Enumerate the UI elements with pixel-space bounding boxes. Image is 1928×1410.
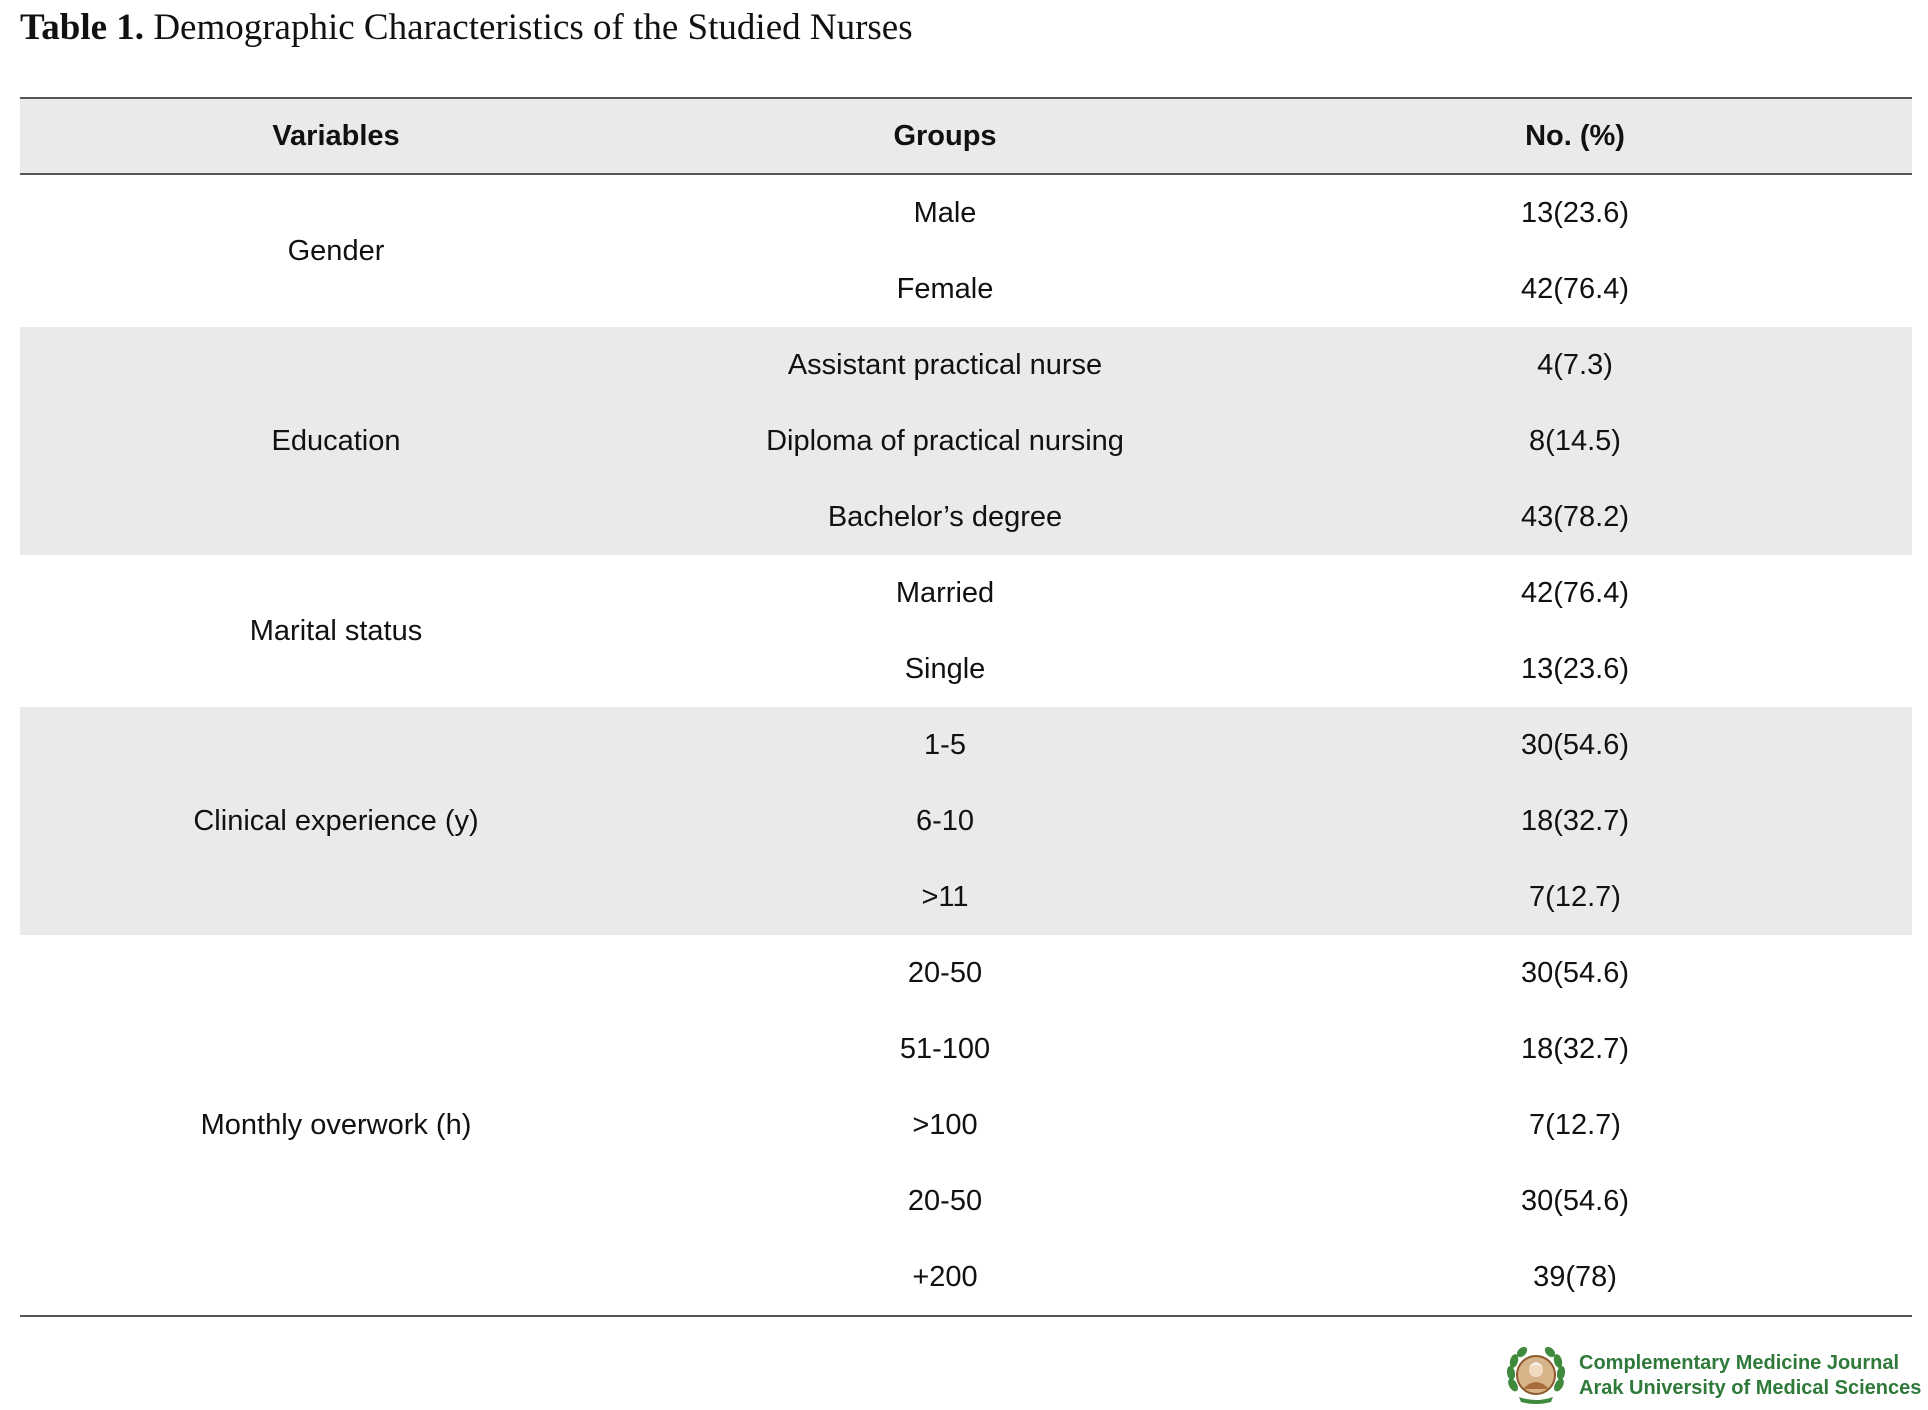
journal-emblem-icon bbox=[1503, 1345, 1569, 1405]
value-cell: 30(54.6) bbox=[1520, 1184, 1629, 1217]
journal-publisher: Arak University of Medical Sciences bbox=[1579, 1377, 1922, 1399]
group-cell: >11 bbox=[921, 880, 969, 913]
group-cell: Assistant practical nurse bbox=[787, 348, 1103, 381]
value-cell: 18(32.7) bbox=[1520, 804, 1629, 837]
value-cell: 39(78) bbox=[1238, 1239, 1912, 1316]
demographics-table bbox=[20, 97, 1912, 1317]
group-cell: 1-5 bbox=[924, 728, 966, 761]
header-groups: Groups bbox=[652, 98, 1238, 174]
group-cell: Female bbox=[896, 272, 994, 305]
value-cell: 13(23.6) bbox=[1520, 652, 1629, 685]
group-cell: Bachelor’s degree bbox=[827, 500, 1063, 533]
group-cell: 6-10 bbox=[915, 804, 975, 837]
group-cell: >100 bbox=[912, 1108, 978, 1141]
table-row bbox=[20, 935, 1912, 1011]
table-row bbox=[20, 555, 1912, 631]
caption-title: Demographic Characteristics of the Studied Nurses bbox=[153, 7, 913, 48]
group-cell: Male bbox=[913, 196, 977, 229]
variable-cell: Education bbox=[271, 424, 401, 457]
table-row bbox=[20, 707, 1912, 783]
table-row bbox=[20, 174, 1912, 251]
value-cell: 30(54.6) bbox=[1520, 956, 1629, 989]
group-cell: +200 bbox=[652, 1239, 1238, 1316]
group-cell: Married bbox=[895, 576, 995, 609]
table-header-row bbox=[20, 98, 1912, 174]
table-caption bbox=[20, 4, 913, 52]
value-cell: 43(78.2) bbox=[1520, 500, 1629, 533]
journal-logo-text bbox=[1579, 1351, 1921, 1401]
value-cell: 7(12.7) bbox=[1529, 880, 1621, 913]
value-cell: 42(76.4) bbox=[1520, 576, 1629, 609]
value-cell: 13(23.6) bbox=[1520, 196, 1629, 229]
variable-cell: Gender bbox=[287, 234, 385, 267]
header-variables: Variables bbox=[20, 98, 652, 174]
value-cell: 7(12.7) bbox=[1529, 1108, 1621, 1141]
value-cell: 30(54.6) bbox=[1520, 728, 1629, 761]
variable-cell: Monthly overwork (h) bbox=[20, 935, 652, 1316]
journal-logo bbox=[1503, 1345, 1923, 1405]
table-row bbox=[20, 327, 1912, 403]
header-count-percent: No. (%) bbox=[1238, 98, 1912, 174]
group-cell: 20-50 bbox=[907, 956, 983, 989]
value-cell: 8(14.5) bbox=[1529, 424, 1621, 457]
value-cell: 42(76.4) bbox=[1520, 272, 1629, 305]
caption-label: Table 1. bbox=[20, 7, 145, 48]
variable-cell: Clinical experience (y) bbox=[193, 804, 479, 837]
value-cell: 18(32.7) bbox=[1520, 1032, 1629, 1065]
demographics-table-container bbox=[20, 97, 1912, 1317]
journal-name: Complementary Medicine Journal bbox=[1579, 1352, 1900, 1374]
group-cell: Diploma of practical nursing bbox=[766, 424, 1124, 457]
group-cell: 20-50 bbox=[907, 1184, 983, 1217]
group-cell: 51-100 bbox=[899, 1032, 991, 1065]
group-cell: Single bbox=[904, 652, 986, 685]
variable-cell: Marital status bbox=[249, 614, 423, 647]
value-cell: 4(7.3) bbox=[1537, 348, 1613, 381]
